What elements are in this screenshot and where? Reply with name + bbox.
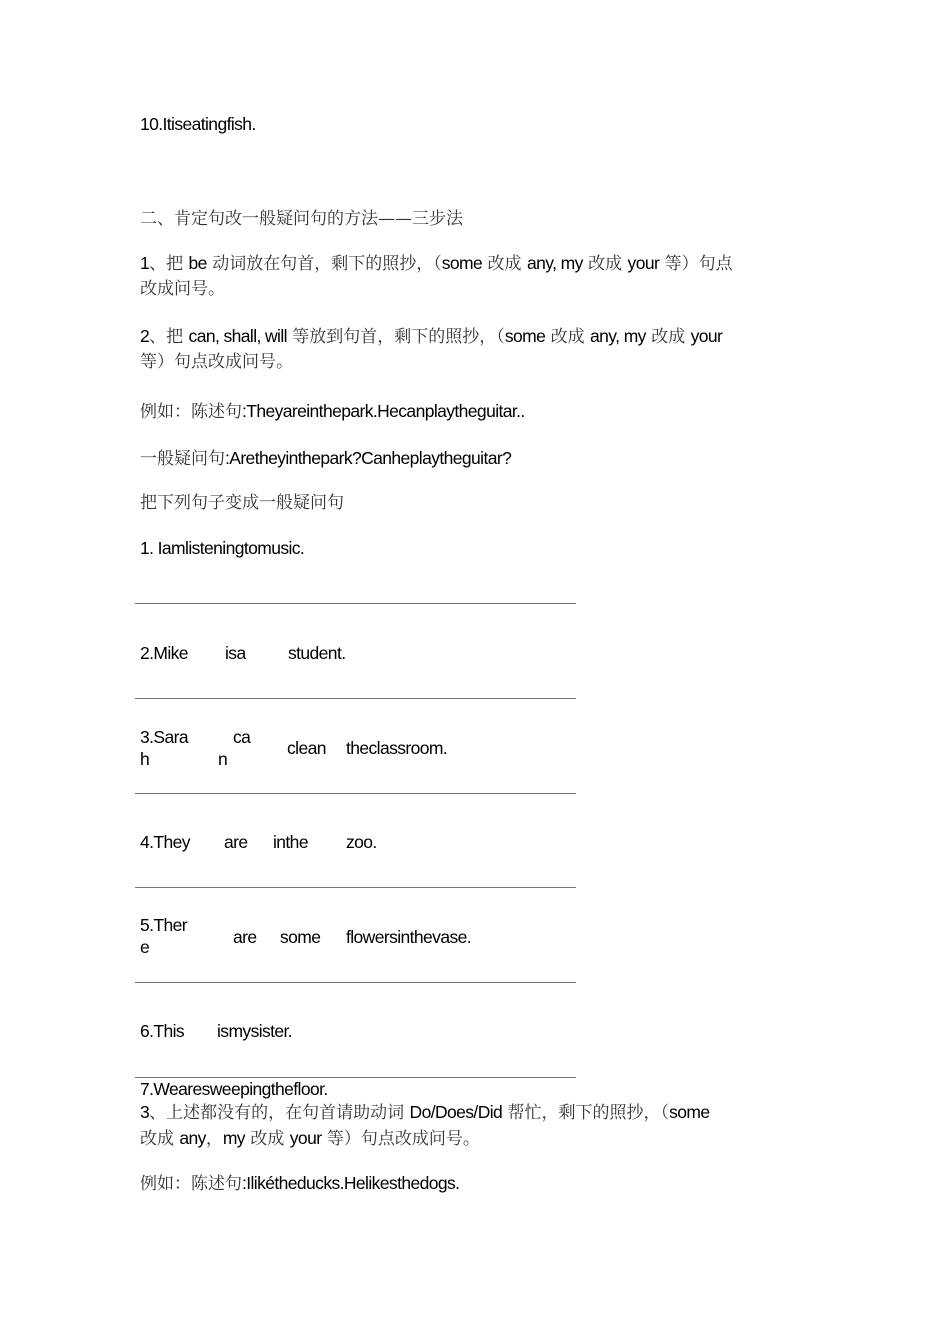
- rule-3-my: my: [222, 1128, 245, 1148]
- rule-2-my: my: [623, 326, 646, 346]
- rule-3: [140, 1100, 810, 1152]
- item-2-word-3: student.: [288, 643, 346, 663]
- rule-3-text-c: 改成: [140, 1129, 180, 1149]
- item-2-word-2: isa: [225, 643, 246, 663]
- rule-2-some: some: [504, 326, 546, 346]
- rule-1-number: 1: [140, 253, 150, 273]
- item-5-word-4: flowersinthevase.: [346, 927, 472, 947]
- rule-3-aux: Do/Does/Did: [409, 1102, 503, 1122]
- item-3-word-3: clean: [287, 738, 326, 758]
- example-statement-text: :Theyareinthepark.Hecanplaytheguitar..: [242, 401, 525, 421]
- example-statement-2: [140, 1169, 459, 1194]
- example-statement-label: 例如：陈述句: [140, 402, 242, 422]
- item-5-word-3: some: [280, 927, 321, 947]
- rule-2-line-2: 等）句点改成问号。: [140, 352, 293, 372]
- rule-3-text-a: 、上述都没有的，在句首请助动词: [149, 1103, 410, 1123]
- item-3-word-2-line-1: ca: [233, 727, 251, 747]
- item-3-word-4: theclassroom.: [346, 738, 448, 758]
- rule-1-be: be: [188, 253, 207, 273]
- rule-3-any: any: [179, 1128, 206, 1148]
- rule-2-number: 2: [140, 326, 150, 346]
- answer-line: [135, 982, 576, 983]
- example-statement-2-label: 例如：陈述句: [140, 1174, 242, 1194]
- example-question-text: :Aretheyinthepark?Canheplaytheguitar?: [225, 448, 512, 468]
- item-5-word-1-line-2: e: [140, 937, 150, 957]
- rule-1-any: any: [526, 253, 553, 273]
- rule-2-any: any: [590, 326, 616, 346]
- rule-3-text-d: ，: [205, 1129, 223, 1149]
- rule-2-modals: can, shall, will: [188, 326, 287, 346]
- item-5-word-1-line-1: 5.Ther: [140, 915, 187, 935]
- answer-line: [135, 698, 576, 699]
- example-question: [140, 444, 511, 469]
- exercise-item-7: 7.Wearesweepingthefloor.: [140, 1079, 328, 1099]
- rule-1: [140, 251, 810, 302]
- example-question-label: 一般疑问句: [140, 449, 225, 469]
- rule-2-text-b: 等放到句首，剩下的照抄，（: [286, 327, 505, 347]
- rule-3-some: some: [669, 1102, 710, 1122]
- exercise-title: 把下列句子变成一般疑问句: [140, 493, 344, 513]
- example-statement: [140, 397, 525, 422]
- example-statement-2-text: :Ilikétheducks.Helikesthedogs.: [242, 1173, 460, 1193]
- answer-line: [135, 603, 576, 604]
- item-2-word-1: 2.Mike: [140, 643, 188, 663]
- rule-1-some: some: [441, 253, 483, 273]
- answer-line: [135, 887, 576, 888]
- rule-1-comma: ,: [552, 253, 561, 273]
- rule-2-text-d: 改成: [645, 327, 691, 347]
- rule-1-text-b: 动词放在句首，剩下的照抄，（: [206, 254, 442, 274]
- rule-1-text-e: 等）句点: [659, 254, 733, 274]
- item-3-word-1: [140, 726, 188, 770]
- section-title: 二、肯定句改一般疑问句的方法——三步法: [140, 209, 463, 229]
- item-3-word-1-line-1: 3.Sara: [140, 727, 188, 747]
- rule-1-text-a: 、把: [149, 254, 189, 274]
- item-4-word-1: 4.They: [140, 832, 190, 852]
- item-4-word-3: inthe: [273, 832, 308, 852]
- exercise-item-1: 1. Iamlisteningtomusic.: [140, 538, 305, 558]
- rule-1-text-c: 改成: [482, 254, 527, 274]
- item-10: 10.Itiseatingfish.: [140, 114, 256, 134]
- item-4-word-2: are: [224, 832, 248, 852]
- rule-1-text-d: 改成: [582, 254, 628, 274]
- item-3-word-2-line-2: n: [218, 749, 228, 769]
- rule-3-text-e: 改成: [244, 1129, 290, 1149]
- rule-2-text-c: 改成: [545, 327, 591, 347]
- rule-1-my: my: [560, 253, 583, 273]
- item-5-word-2: are: [233, 927, 257, 947]
- rule-2-text-a: 、把: [149, 327, 189, 347]
- answer-line: [135, 793, 576, 794]
- rule-1-your: your: [627, 253, 660, 273]
- item-4-word-4: zoo.: [346, 832, 377, 852]
- item-5-word-1: [140, 914, 187, 958]
- item-3-word-2: [218, 726, 250, 770]
- answer-line: [135, 1077, 576, 1078]
- item-6-word-1: 6.This: [140, 1021, 185, 1041]
- rule-3-number: 3: [140, 1102, 150, 1122]
- rule-2: [140, 324, 810, 375]
- rule-2-comma: ,: [615, 326, 624, 346]
- rule-3-text-f: 等）句点改成问号。: [321, 1129, 480, 1149]
- rule-1-line-2: 改成问号。: [140, 279, 225, 299]
- rule-3-your: your: [289, 1128, 322, 1148]
- item-3-word-1-line-2: h: [140, 749, 150, 769]
- rule-2-your: your: [690, 326, 723, 346]
- rule-3-text-b: 帮忙，剩下的照抄，（: [502, 1103, 670, 1123]
- item-6-word-2: ismysister.: [217, 1021, 293, 1041]
